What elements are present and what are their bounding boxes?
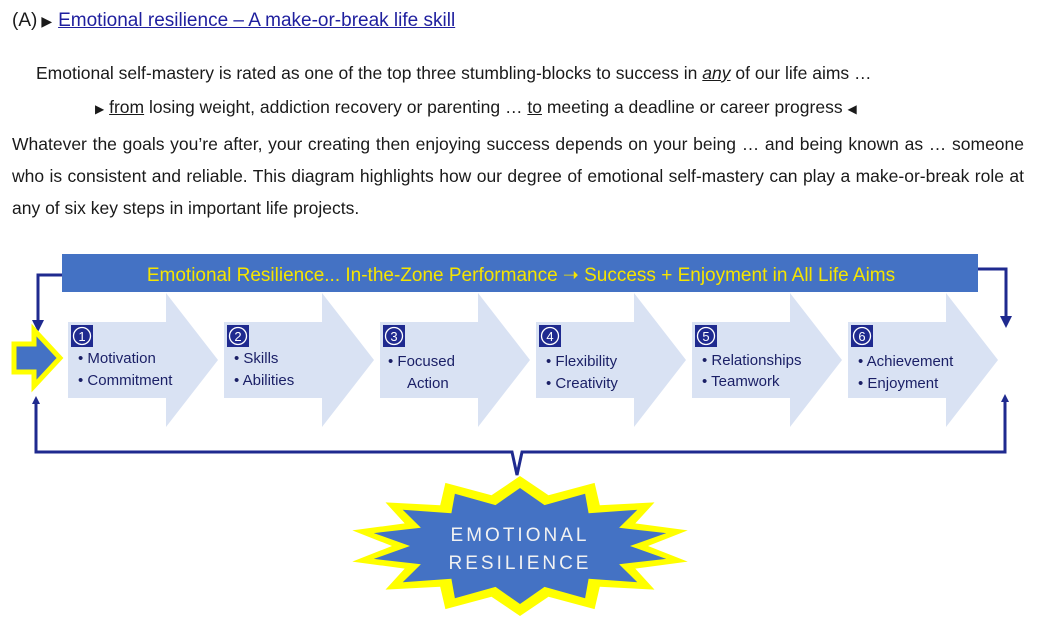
step-4 <box>536 293 686 427</box>
step-line-1: • Achievement <box>858 353 954 370</box>
step-5 <box>692 293 842 427</box>
steps-group <box>68 293 998 427</box>
step-6 <box>848 293 998 427</box>
play-triangle-icon: ▶ <box>41 13 53 29</box>
intro-line-1-tail: of our life aims … <box>730 63 872 83</box>
intro-line-1-emphasis: any <box>702 63 731 83</box>
step-line-2: • Abilities <box>234 372 295 389</box>
intro-paragraph: Whatever the goals you’re after, your creating then enjoying success depends on your being … and being known as … someone who is consistent and reliable. This diagram highlights how our degree of emotional self-mastery can play a make-or-break role at any of six key steps in important life projects. <box>12 134 1024 218</box>
heading-prefix: (A) <box>12 10 38 31</box>
step-1 <box>68 293 218 427</box>
step-line-2: • Creativity <box>546 375 618 392</box>
entry-arrow-icon <box>14 330 60 386</box>
intro-line-1-text: Emotional self-mastery is rated as one of the top three stumbling-blocks to success in <box>36 63 703 83</box>
step-line-1: • Motivation <box>78 350 156 367</box>
intro-to: to <box>527 97 542 117</box>
step-number: 4 <box>546 329 554 344</box>
step-line-1: • Skills <box>234 350 279 367</box>
intro-line-2-tail: meeting a deadline or career progress <box>541 97 843 117</box>
step-2 <box>224 293 374 427</box>
step-line-2: Action <box>407 375 449 392</box>
step-3 <box>380 293 530 427</box>
star-text-line-1: EMOTIONAL <box>450 525 590 546</box>
left-triangle-icon: ◀ <box>847 102 857 116</box>
heading-link[interactable]: Emotional resilience – A make-or-break life skill <box>58 10 456 31</box>
right-triangle-icon: ▶ <box>95 102 105 116</box>
step-line-1: • Flexibility <box>546 353 618 370</box>
star-text-line-2: RESILIENCE <box>448 553 592 574</box>
banner-text: Emotional Resilience... In-the-Zone Performance ➝ Success + Enjoyment in All Life Aims <box>146 265 896 286</box>
step-number: 6 <box>858 329 866 344</box>
step-number: 3 <box>390 329 398 344</box>
step-line-2: • Enjoyment <box>858 375 939 392</box>
intro-line-2-middle: losing weight, addiction recovery or parenting … <box>144 97 528 117</box>
step-line-2: • Commitment <box>78 372 173 389</box>
intro-from: from <box>109 97 145 117</box>
step-number: 5 <box>702 329 710 344</box>
step-line-2: • Teamwork <box>702 373 780 390</box>
step-number: 2 <box>234 329 242 344</box>
step-line-1: • Relationships <box>702 352 802 369</box>
step-line-1: • Focused <box>388 353 455 370</box>
step-number: 1 <box>78 329 86 344</box>
